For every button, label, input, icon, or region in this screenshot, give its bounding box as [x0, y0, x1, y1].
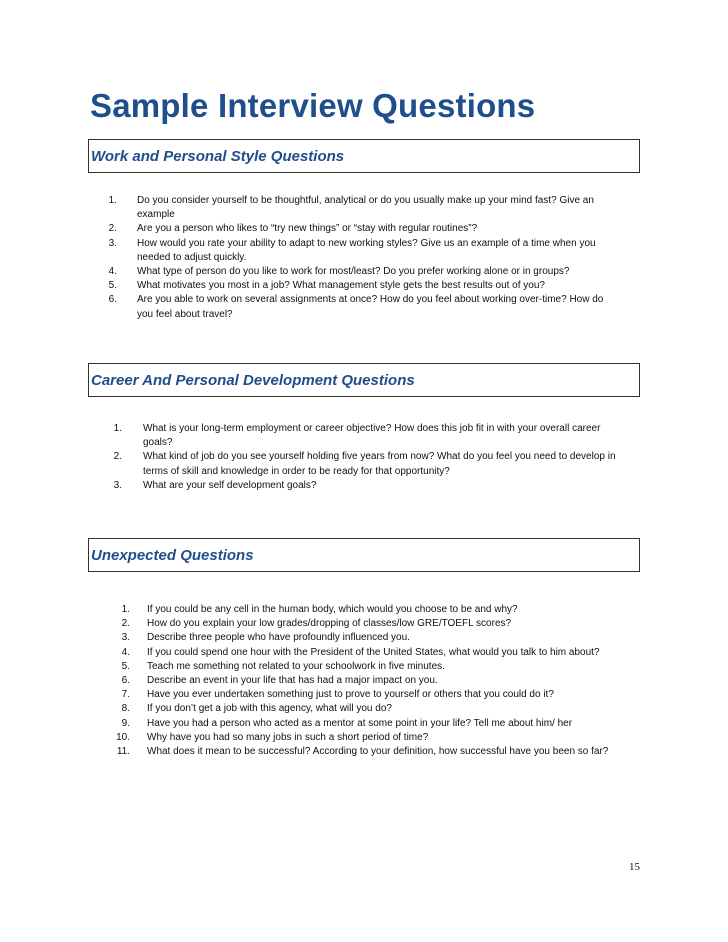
section-heading: Unexpected Questions [91, 546, 254, 564]
section-header-career-development [88, 363, 640, 397]
list-item [99, 293, 619, 321]
item-number: 1. [108, 195, 117, 206]
list-item [99, 222, 619, 236]
question-text: What are your self development goals? [143, 479, 317, 491]
item-number: 3. [108, 237, 117, 249]
list-item [104, 422, 624, 450]
item-number: 8. [121, 703, 130, 715]
question-text: What is your long-term employment or career objective? How does this job fit in with your overall career goals? [143, 423, 601, 449]
question-text: Why have you had so many jobs in such a short period of time? [147, 731, 429, 743]
question-text: What type of person do you like to work for most/least? Do you prefer working alone or in groups? [137, 266, 570, 278]
item-number: 2. [108, 223, 117, 235]
question-text: Are you able to work on several assignments at once? How do you feel about working over-time? How do you feel about travel? [137, 294, 604, 320]
item-number: 9. [121, 717, 130, 729]
list-item [109, 631, 624, 645]
question-text: What motivates you most in a job? What management style gets the best results out of you? [137, 280, 545, 292]
section-heading: Work and Personal Style Questions [91, 147, 345, 165]
item-number: 4. [108, 266, 117, 278]
list-item [109, 702, 624, 716]
list-item [99, 279, 619, 293]
item-number: 7. [121, 689, 130, 701]
section-heading: Career And Personal Development Questions [91, 371, 415, 389]
item-number: 4. [121, 646, 130, 658]
item-number: 2. [121, 618, 130, 630]
question-text: Describe three people who have profoundly influenced you. [147, 632, 410, 644]
item-number: 1. [121, 604, 130, 615]
question-text: What kind of job do you see yourself holding five years from now? What do you feel you need to develop in terms of skill and knowledge in order to be ready for that opportunity? [143, 451, 616, 477]
question-text: Are you a person who likes to “try new things” or “stay with regular routines”? [137, 223, 478, 235]
list-item [109, 617, 624, 631]
item-number: 2. [113, 451, 122, 463]
list-item [99, 194, 619, 222]
section-header-work-personal-style [88, 139, 640, 173]
list-item [109, 646, 624, 660]
item-number: 1. [113, 423, 122, 434]
list-item [109, 688, 624, 702]
item-number: 3. [113, 479, 122, 491]
question-text: Teach me something not related to your schoolwork in five minutes. [147, 660, 445, 672]
list-item [104, 450, 624, 478]
question-text: What does it mean to be successful? According to your definition, how successful have you been so far? [147, 746, 609, 758]
page-title: Sample Interview Questions [90, 87, 536, 124]
list-item [109, 660, 624, 674]
question-text: How would you rate your ability to adapt to new working styles? Give us an example of a time when you needed to adjust quickly. [137, 237, 596, 263]
question-text: If you don’t get a job with this agency, what will you do? [147, 703, 392, 715]
question-text: Describe an event in your life that has had a major impact on you. [147, 675, 438, 687]
question-text: Have you ever undertaken something just to prove to yourself or others that you could do it? [147, 689, 554, 701]
question-text: If you could be any cell in the human body, which would you choose to be and why? [147, 604, 518, 615]
list-item [109, 731, 624, 745]
list-item [109, 717, 624, 731]
question-list-unexpected [109, 603, 624, 759]
question-list-work-personal-style [99, 194, 619, 322]
question-list-career-development [104, 422, 624, 493]
section-header-unexpected-questions [88, 538, 640, 572]
item-number: 5. [108, 280, 117, 292]
item-number: 6. [108, 294, 117, 306]
item-number: 3. [121, 632, 130, 644]
item-number: 6. [121, 675, 130, 687]
list-item [99, 237, 619, 265]
list-item [109, 674, 624, 688]
question-text: Do you consider yourself to be thoughtful, analytical or do you usually make up your mind fast? Give an example [137, 195, 594, 221]
item-number: 11. [116, 746, 130, 758]
item-number: 5. [121, 660, 130, 672]
list-item [104, 479, 624, 493]
list-item [109, 603, 624, 617]
page-number: 15 [629, 861, 640, 873]
list-item [109, 745, 624, 759]
question-text: If you could spend one hour with the President of the United States, what would you talk to him about? [147, 646, 600, 658]
question-text: Have you had a person who acted as a mentor at some point in your life? Tell me about him/ her [147, 717, 573, 729]
item-number: 10. [116, 731, 130, 743]
question-text: How do you explain your low grades/dropping of classes/low GRE/TOEFL scores? [147, 618, 512, 630]
list-item [99, 265, 619, 279]
